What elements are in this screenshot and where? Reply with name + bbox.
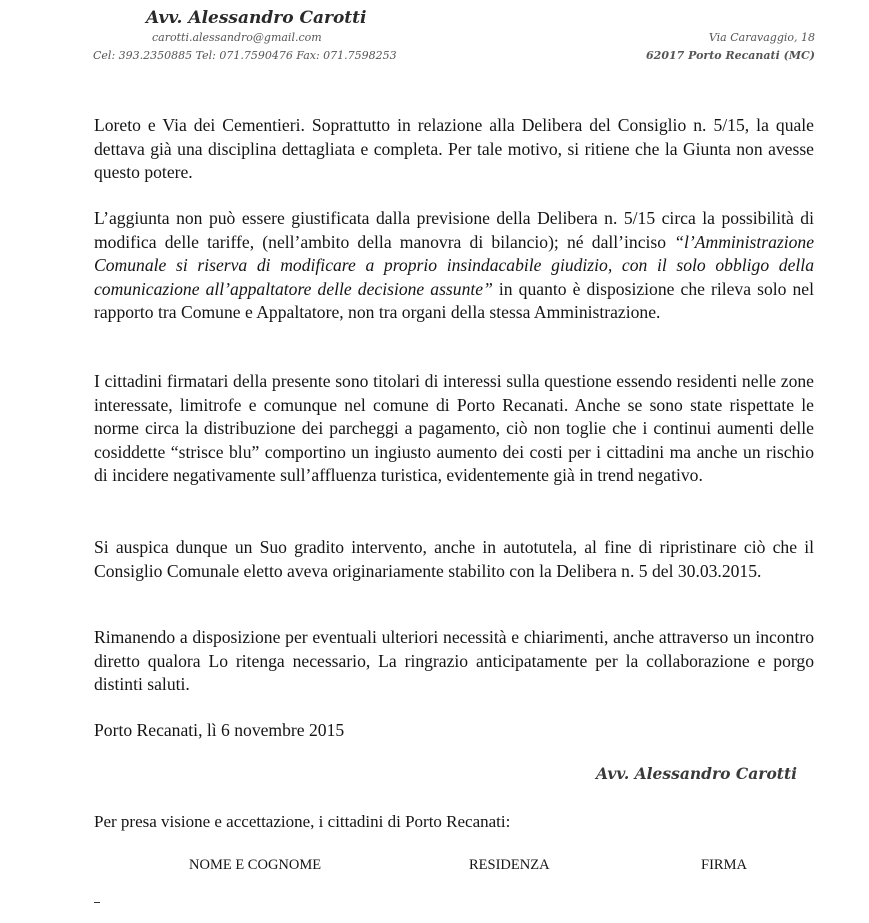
- paragraph-5: Rimanendo a disposizione per eventuali ulteriori necessità e chiarimenti, anche attraverso un incontro diretto qualora Lo ritenga necessario, La ringrazio anticipatamente per la collaborazione e porgo distinti saluti.: [94, 627, 814, 694]
- paragraph-2-intro: L’aggiunta non può essere giustificata dalla previsione della Delibera n. 5/15 circa la possibilità di modifica delle tariffe, (nell’ambito della manovra di bilancio); né dall’inciso: [94, 208, 814, 252]
- column-header-residence: RESIDENZA: [469, 857, 550, 873]
- letterhead-city: 62017 Porto Recanati (MC): [646, 49, 815, 62]
- paragraph-2: [94, 207, 814, 325]
- stray-dash-mark: [94, 902, 100, 903]
- letterhead-phones: Cel: 393.2350885 Tel: 071.7590476 Fax: 071.7598253: [93, 49, 397, 62]
- paragraph-3: I cittadini firmatari della presente sono titolari di interessi sulla questione essendo residenti nelle zone interessate, limitrofe e comunque nel comune di Porto Recanati. Anche se sono state rispettate le norme circa la distribuzione dei parcheggi a pagamento, ciò non toglie che i continui aumenti delle cosiddette “strisce blu” comportino un ingiusto aumento dei costi per i cittadini ma anche un rischio di incidere negativamente sull’affluenza turistica, evidentemente già in trend negativo.: [94, 371, 814, 485]
- paragraph-2-quote: “l’Amministrazione Comunale si riserva di modificare a proprio insindacabile giudizio, con il solo obbligo della comunicazione all’appaltatore delle decisione assunte”: [94, 231, 814, 299]
- column-header-name: NOME E COGNOME: [189, 857, 322, 873]
- acceptance-line: Per presa visione e accettazione, i cittadini di Porto Recanati:: [94, 812, 511, 831]
- paragraph-4: Si auspica dunque un Suo gradito intervento, anche in autotutela, al fine di ripristinare ciò che il Consiglio Comunale eletto aveva originariamente stabilito con la Delibera n. 5 del 30.03.2015.: [94, 537, 814, 581]
- date-line: Porto Recanati, lì 6 novembre 2015: [94, 720, 345, 740]
- signature: Avv. Alessandro Carotti: [595, 764, 797, 783]
- paragraph-1: Loreto e Via dei Cementieri. Soprattutto in relazione alla Delibera del Consiglio n. 5/15, la quale dettava già una disciplina dettagliata e completa. Per tale motivo, si ritiene che la Giunta non avesse questo potere.: [94, 115, 814, 182]
- letterhead-street: Via Caravaggio, 18: [708, 31, 815, 44]
- paragraph-2-end: in quanto è disposizione che rileva solo nel rapporto tra Comune e Appaltatore, non tra organi della stessa Amministrazione.: [94, 278, 814, 322]
- column-header-signature: FIRMA: [701, 857, 747, 873]
- letterhead-email: carotti.alessandro@gmail.com: [152, 31, 322, 44]
- letterhead-name: Avv. Alessandro Carotti: [146, 8, 367, 28]
